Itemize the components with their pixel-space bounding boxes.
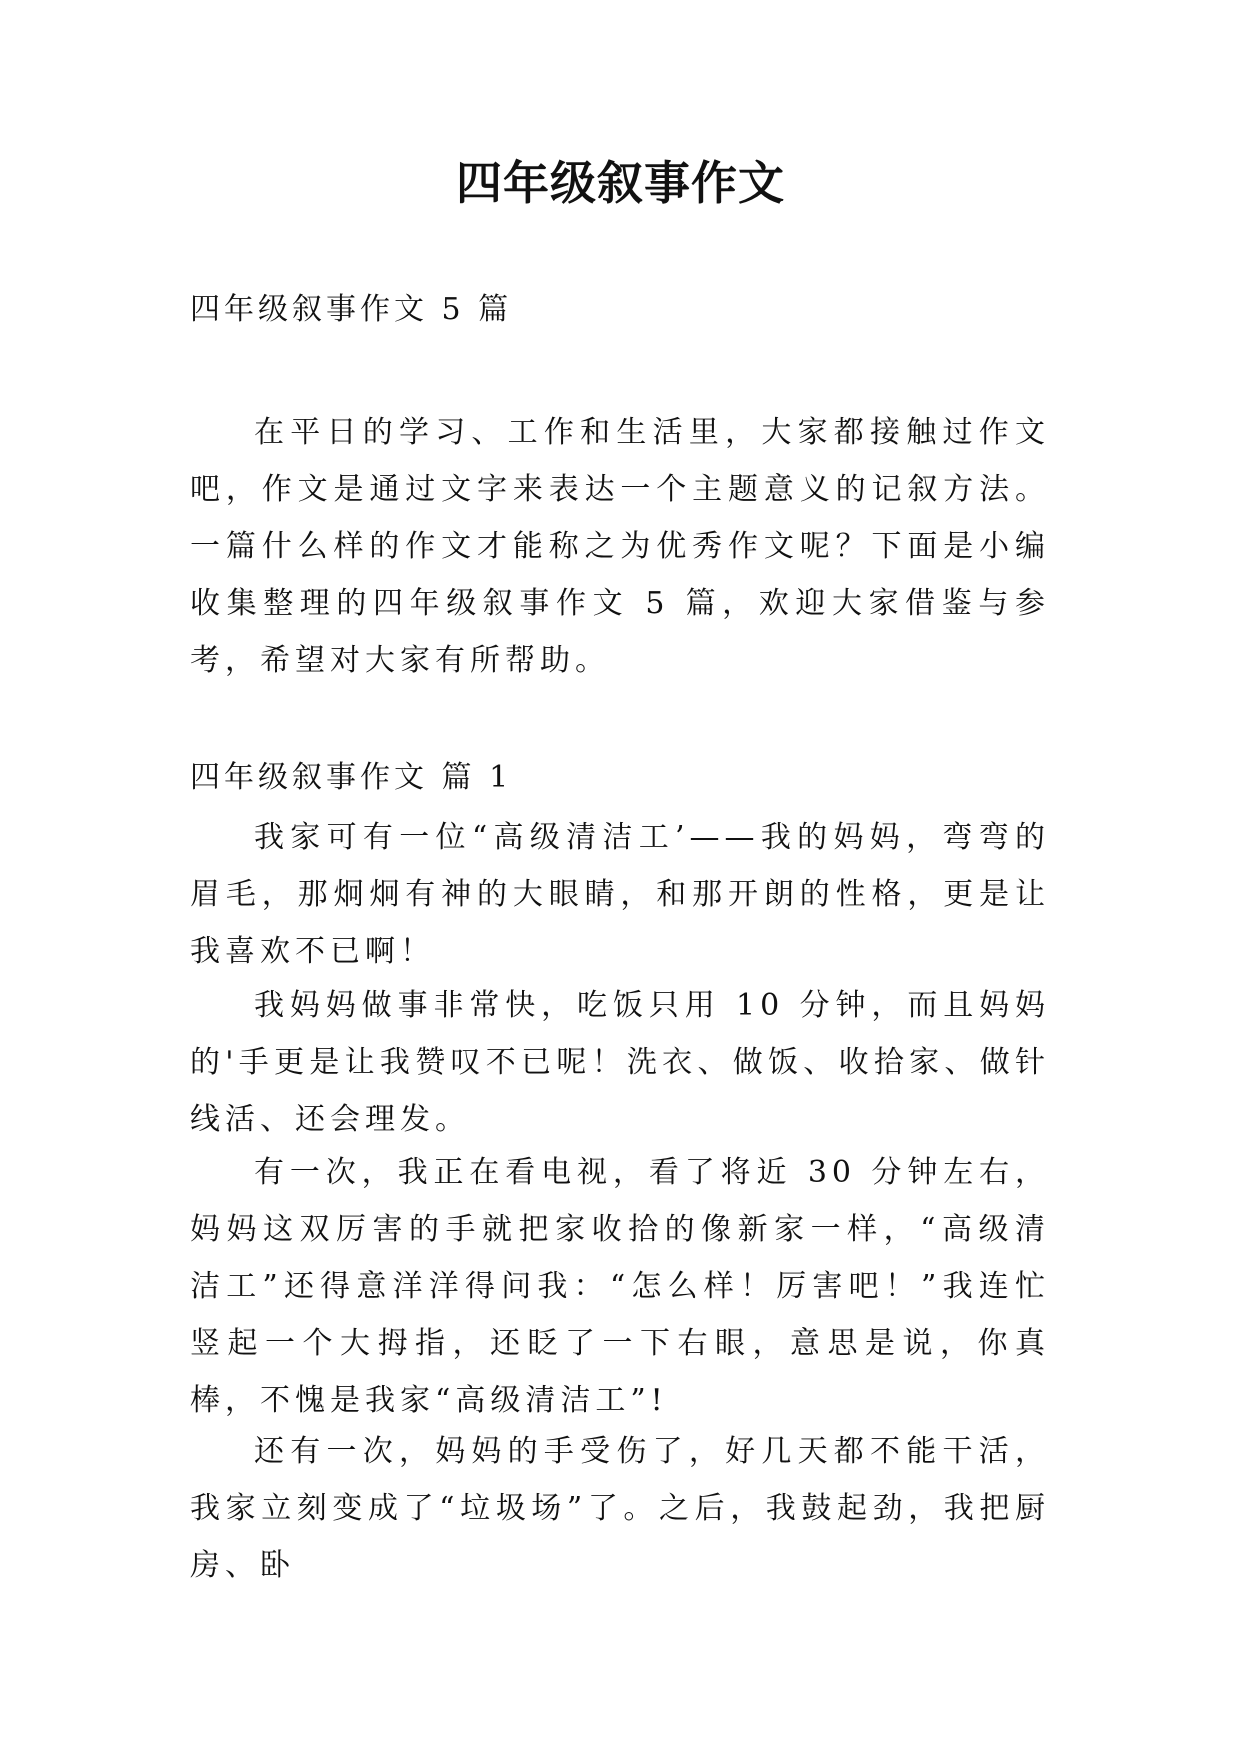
intro-paragraph: 在平日的学习、工作和生活里，大家都接触过作文吧，作文是通过文字来表达一个主题意义的记叙方法。一篇什么样的作文才能称之为优秀作文呢？下面是小编收集整理的四年级叙事作文 5 篇，欢迎大家借鉴与参考，希望对大家有所帮助。 (190, 415, 1050, 678)
body-paragraph: 有一次，我正在看电视，看了将近 30 分钟左右，妈妈这双厉害的手就把家收拾的像新家一样，“高级清洁工”还得意洋洋得问我：“怎么样！厉害吧！”我连忙竖起一个大拇指，还眨了一下右眼，意思是说，你真棒，不愧是我家“高级清洁工”! (190, 1155, 1050, 1418)
document-title: 四年级叙事作文 (456, 156, 785, 210)
document-subtitle: 四年级叙事作文 5 篇 (190, 292, 513, 327)
body-paragraph: 我妈妈做事非常快，吃饭只用 10 分钟，而且妈妈的'手更是让我赞叹不已呢！洗衣、做饭、收拾家、做针线活、还会理发。 (190, 988, 1050, 1137)
section-heading: 四年级叙事作文 篇 1 (190, 760, 513, 795)
body-paragraph: 还有一次，妈妈的手受伤了，好几天都不能干活，我家立刻变成了“垃圾场”了。之后，我鼓起劲，我把厨房、卧 (190, 1434, 1050, 1583)
body-paragraph: 我家可有一位“高级清洁工’——我的妈妈，弯弯的眉毛，那炯炯有神的大眼睛，和那开朗的性格，更是让我喜欢不已啊！ (190, 820, 1050, 969)
